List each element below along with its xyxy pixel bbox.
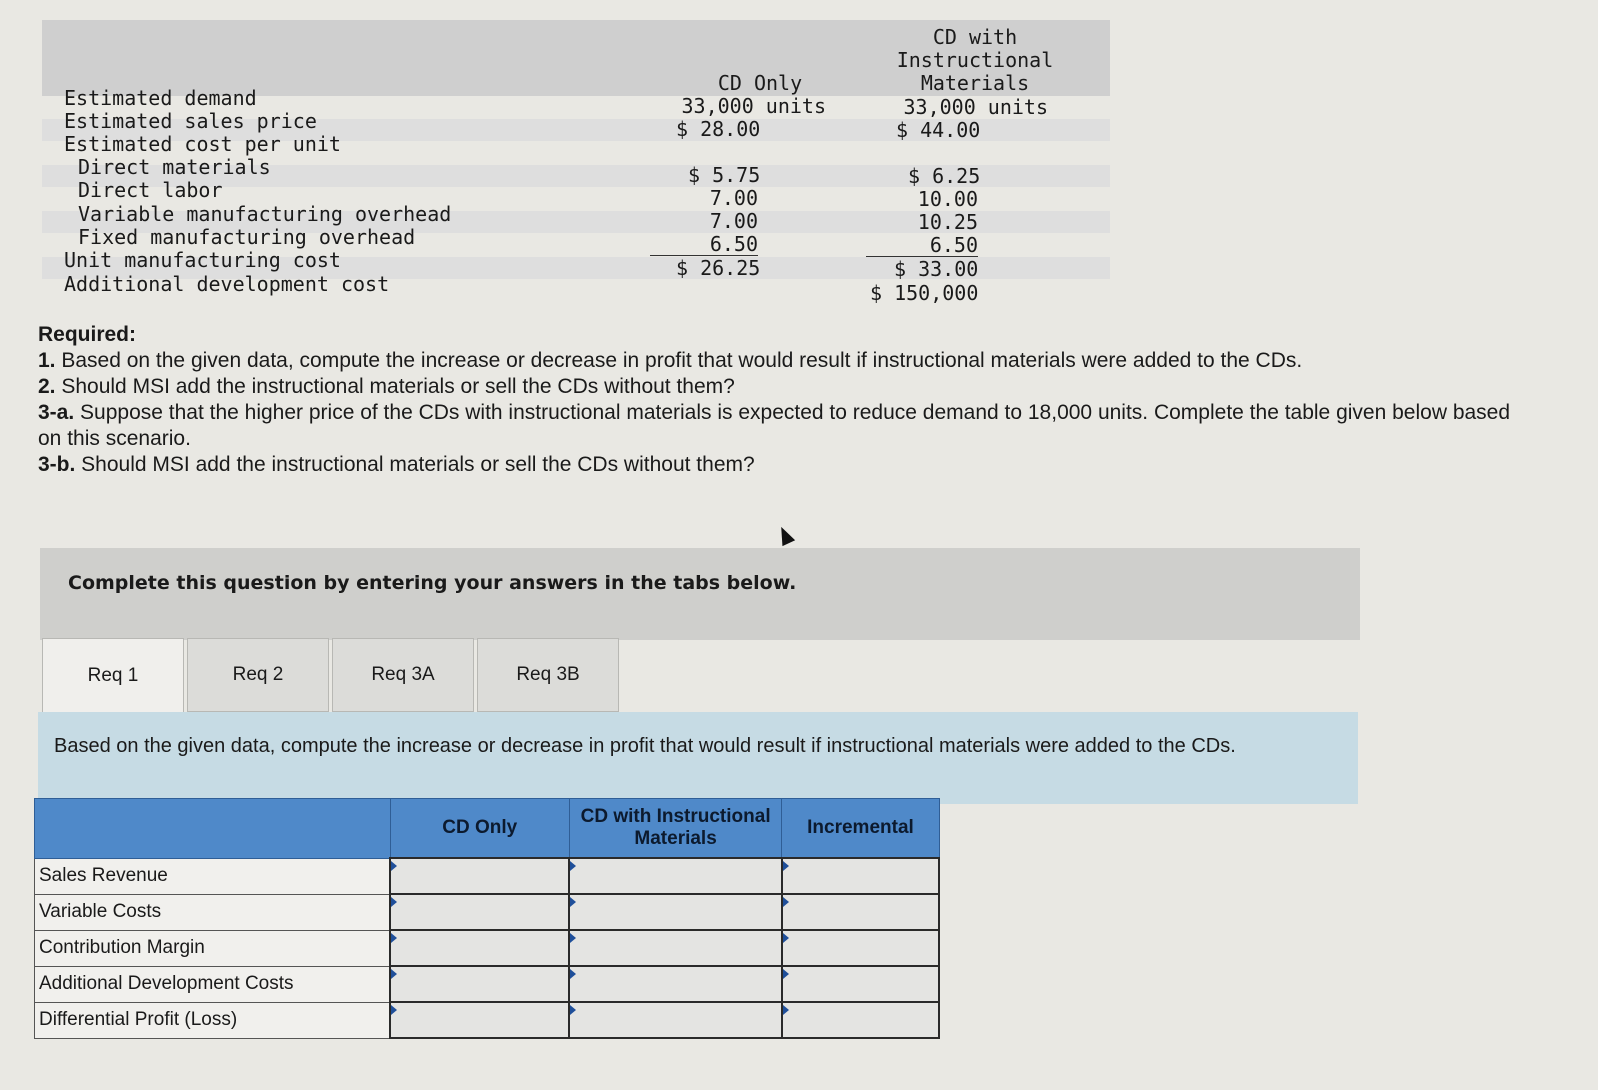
input-sales-revenue-incremental[interactable] — [782, 858, 939, 894]
cd-only-value: 33,000 units — [681, 94, 826, 118]
required-section — [38, 322, 1518, 478]
row-label: Fixed manufacturing overhead — [78, 225, 416, 249]
required-heading: Required: — [38, 323, 137, 346]
input-contribution-margin-cd-only[interactable] — [390, 930, 569, 966]
table-row — [35, 1002, 940, 1038]
input-sales-revenue-cd-with[interactable] — [569, 858, 782, 894]
required-item-2: 2. Should MSI add the instructional materials or sell the CDs without them? — [38, 375, 735, 398]
row-label-differential-profit: Differential Profit (Loss) — [35, 1002, 391, 1038]
cd-with-value: 10.00 — [917, 187, 978, 211]
row-label-contribution-margin: Contribution Margin — [35, 930, 391, 966]
tab-req-1[interactable]: Req 1 — [42, 638, 184, 712]
table-row — [35, 858, 940, 894]
tab-req-3a[interactable]: Req 3A — [332, 638, 474, 712]
cd-only-value: $ 26.25 — [676, 256, 761, 280]
required-item-1: 1. Based on the given data, compute the increase or decrease in profit that would result if instructional materials were added to the CDs. — [38, 349, 1303, 372]
input-differential-profit-cd-only[interactable] — [390, 1002, 569, 1038]
input-contribution-margin-incremental[interactable] — [782, 930, 939, 966]
row-label: Direct materials — [78, 155, 271, 179]
input-sales-revenue-cd-only[interactable] — [390, 858, 569, 894]
input-contribution-margin-cd-with[interactable] — [569, 930, 782, 966]
col-header-cd-with-2: Instructional — [896, 48, 1054, 72]
row-label: Estimated sales price — [64, 109, 317, 133]
required-item-3a: 3-a. Suppose that the higher price of the CDs with instructional materials is expected to reduce demand to 18,000 units. Complete the table given below based on this scenario. — [38, 401, 1511, 450]
row-label: Direct labor — [78, 178, 223, 202]
row-label: Estimated demand — [64, 86, 257, 110]
header-blank — [35, 799, 391, 859]
input-variable-costs-incremental[interactable] — [782, 894, 939, 930]
cd-only-value: $ 5.75 — [688, 163, 761, 187]
question-panel — [38, 712, 1358, 804]
input-additional-development-incremental[interactable] — [782, 966, 939, 1002]
table-row — [35, 930, 940, 966]
cd-with-value: 10.25 — [917, 210, 978, 234]
cd-only-value: 7.00 — [709, 186, 758, 210]
row-label: Additional development cost — [64, 272, 390, 296]
required-item-3b: 3-b. Should MSI add the instructional materials or sell the CDs without them? — [38, 453, 755, 476]
header-incremental: Incremental — [782, 799, 939, 859]
cd-with-value: 33,000 units — [903, 95, 1048, 119]
tab-req-2[interactable]: Req 2 — [187, 638, 329, 712]
question-text: Based on the given data, compute the increase or decrease in profit that would result if instructional materials were added to the CDs. — [54, 735, 1236, 757]
input-variable-costs-cd-with[interactable] — [569, 894, 782, 930]
input-differential-profit-incremental[interactable] — [782, 1002, 939, 1038]
cd-with-value: $ 44.00 — [896, 118, 981, 142]
row-label-additional-development-costs: Additional Development Costs — [35, 966, 391, 1002]
row-label: Variable manufacturing overhead — [78, 202, 452, 226]
input-additional-development-cd-only[interactable] — [390, 966, 569, 1002]
col-header-cd-with-3: Materials — [920, 71, 1030, 95]
cd-with-value: $ 33.00 — [894, 257, 979, 281]
col-header-cd-only: CD Only — [717, 71, 803, 95]
tab-req-3b[interactable]: Req 3B — [477, 638, 619, 712]
table-row — [35, 894, 940, 930]
cd-with-value: $ 150,000 — [870, 281, 979, 305]
header-cd-with: CD with Instructional Materials — [569, 799, 782, 859]
cd-with-value: 6.50 — [929, 233, 978, 257]
mouse-cursor-icon — [775, 524, 795, 546]
input-variable-costs-cd-only[interactable] — [390, 894, 569, 930]
input-additional-development-cd-with[interactable] — [569, 966, 782, 1002]
cd-only-value: $ 28.00 — [676, 117, 761, 141]
row-label-variable-costs: Variable Costs — [35, 894, 391, 930]
row-label-sales-revenue: Sales Revenue — [35, 858, 391, 894]
cd-only-value: 7.00 — [709, 209, 758, 233]
col-header-cd-with-1: CD with — [932, 25, 1018, 49]
header-cd-only: CD Only — [390, 799, 569, 859]
cd-with-value: $ 6.25 — [908, 164, 981, 188]
instructions-banner — [40, 548, 1360, 640]
instructions-text: Complete this question by entering your answers in the tabs below. — [68, 572, 797, 594]
input-differential-profit-cd-with[interactable] — [569, 1002, 782, 1038]
cd-only-value: 6.50 — [709, 232, 758, 256]
table-row — [35, 966, 940, 1002]
row-label: Unit manufacturing cost — [64, 248, 341, 272]
row-label: Estimated cost per unit — [64, 132, 341, 156]
answer-table — [34, 798, 940, 1039]
